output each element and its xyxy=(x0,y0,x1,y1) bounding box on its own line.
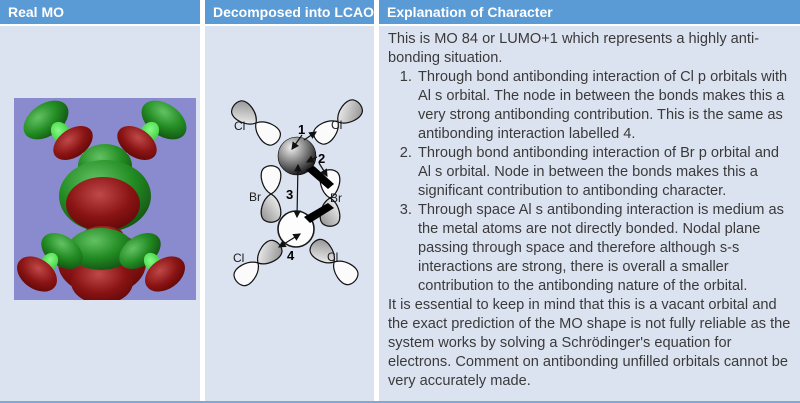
header-explanation: Explanation of Character xyxy=(379,0,800,26)
lcao-diagram xyxy=(205,26,374,401)
table-header-row xyxy=(0,0,800,26)
atom-label-cl-top-right: Cl xyxy=(331,118,343,132)
table-body-row xyxy=(0,26,800,403)
real-mo-cell xyxy=(0,26,200,401)
explanation-list xyxy=(388,68,791,296)
interaction-number-3: 3 xyxy=(286,187,294,202)
explanation-item-2: 2. Through bond antibonding interaction of Br p orbital and Al s orbital. Node in between the bonds makes this a significant contribution to antibonding character. xyxy=(416,144,791,201)
interaction-number-2: 2 xyxy=(318,151,326,166)
explanation-outro: It is essential to keep in mind that this is a vacant orbital and the exact prediction of the MO shape is not fully reliable as the system works by solving a Schrödinger's equation for electrons. Comment on antibonding unfilled orbitals cannot be very accurately made. xyxy=(388,297,791,389)
lcao-cell xyxy=(205,26,374,401)
explanation-cell xyxy=(379,26,800,401)
interaction-number-4: 4 xyxy=(287,248,295,263)
explanation-item-3: 3. Through space Al s antibonding interaction is medium as the metal atoms are not directly bonded. Nodal plane passing through space and therefore although s-s interactions are strong, there is overall a smaller contribution to the antibonding nature of the orbital. xyxy=(416,201,791,296)
atom-label-br-right: Br xyxy=(330,191,342,205)
atom-label-cl-bottom-left: Cl xyxy=(233,251,245,265)
atom-label-cl-top-left: Cl xyxy=(234,119,246,133)
interaction-number-1: 1 xyxy=(298,122,306,137)
atom-label-cl-bottom-right: Cl xyxy=(327,250,339,264)
p-orbital-lobe xyxy=(261,166,281,194)
mo-isosurface-image xyxy=(0,26,200,401)
mo-central-red-core xyxy=(66,177,140,231)
explanation-text xyxy=(379,26,800,391)
header-decomposed-lcao: Decomposed into LCAO xyxy=(205,0,374,26)
explanation-item-1: 1. Through bond antibonding interaction of Cl p orbitals with Al s orbital. The node in between the bonds makes this a very strong antibonding contribution. This is the same as antibonding interaction labelled 4. xyxy=(416,68,791,144)
explanation-intro: This is MO 84 or LUMO+1 which represents a highly anti-bonding situation. xyxy=(388,31,760,66)
atom-label-br-left: Br xyxy=(249,190,261,204)
header-real-mo: Real MO xyxy=(0,0,200,26)
p-orbital-lobe xyxy=(261,194,281,222)
